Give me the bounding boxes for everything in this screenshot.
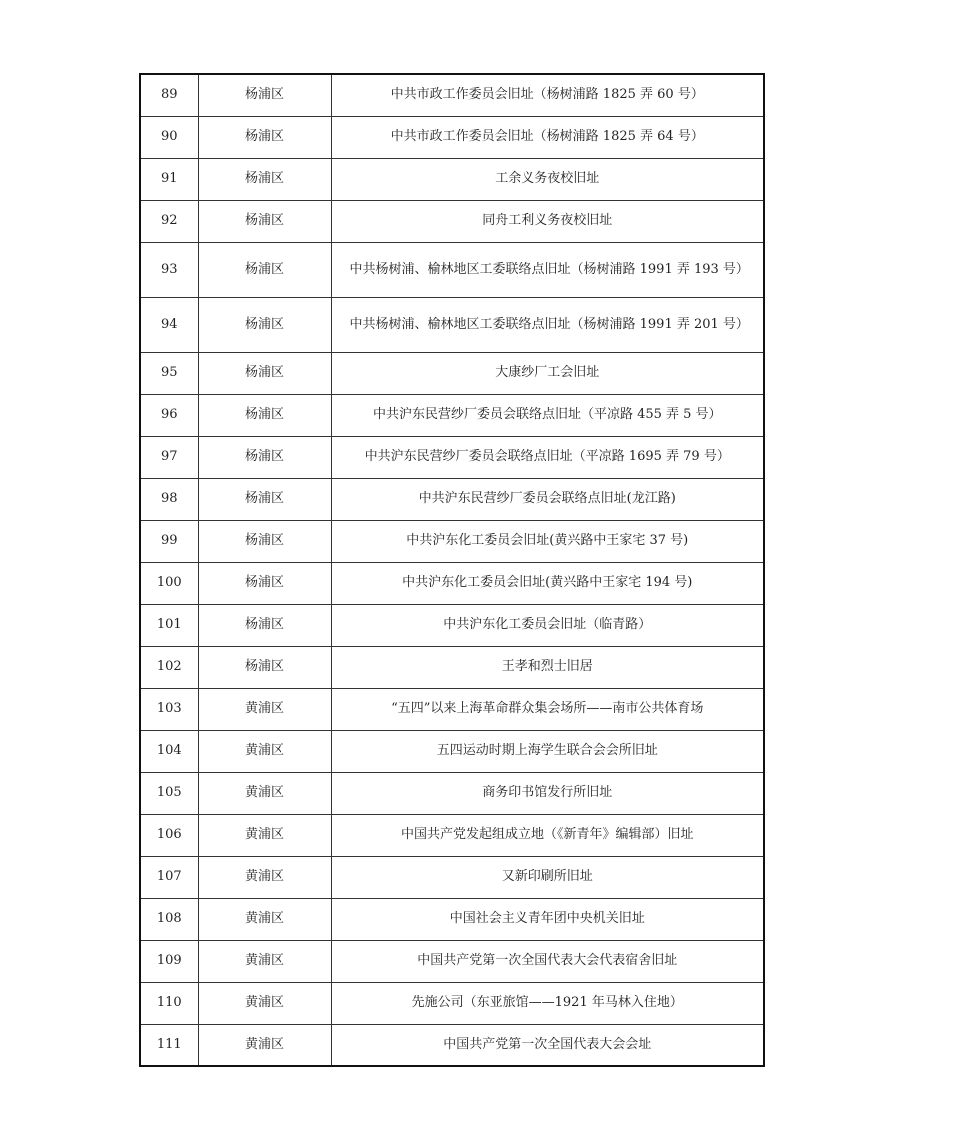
table-row <box>140 74 764 116</box>
site-name-cell: 中国社会主义青年团中央机关旧址 <box>331 898 764 940</box>
table-row <box>140 158 764 200</box>
table-row <box>140 688 764 730</box>
district-cell: 黄浦区 <box>198 730 331 772</box>
site-name-cell: 中共沪东化工委员会旧址(黄兴路中王家宅 37 号) <box>331 520 764 562</box>
site-name-cell: 同舟工利义务夜校旧址 <box>331 200 764 242</box>
site-name-cell: 中共沪东民营纱厂委员会联络点旧址(龙江路) <box>331 478 764 520</box>
row-number-cell: 108 <box>140 898 198 940</box>
row-number-cell: 93 <box>140 242 198 297</box>
row-number-cell: 111 <box>140 1024 198 1066</box>
table-row <box>140 478 764 520</box>
site-name-cell: 中共沪东民营纱厂委员会联络点旧址（平凉路 1695 弄 79 号） <box>331 436 764 478</box>
site-name-cell: 先施公司（东亚旅馆——1921 年马林入住地） <box>331 982 764 1024</box>
district-cell: 黄浦区 <box>198 814 331 856</box>
district-cell: 黄浦区 <box>198 940 331 982</box>
site-name-cell: 王孝和烈士旧居 <box>331 646 764 688</box>
table-row <box>140 814 764 856</box>
row-number-cell: 89 <box>140 74 198 116</box>
table-row <box>140 940 764 982</box>
document-page <box>139 73 763 1067</box>
district-cell: 杨浦区 <box>198 242 331 297</box>
site-name-cell: 商务印书馆发行所旧址 <box>331 772 764 814</box>
row-number-cell: 90 <box>140 116 198 158</box>
district-cell: 杨浦区 <box>198 352 331 394</box>
district-cell: 杨浦区 <box>198 646 331 688</box>
table-row <box>140 436 764 478</box>
district-cell: 杨浦区 <box>198 74 331 116</box>
site-name-cell: 中共沪东化工委员会旧址（临青路） <box>331 604 764 646</box>
table-row <box>140 1024 764 1066</box>
table-row <box>140 297 764 352</box>
district-cell: 杨浦区 <box>198 436 331 478</box>
district-cell: 杨浦区 <box>198 562 331 604</box>
site-name-cell: 工余义务夜校旧址 <box>331 158 764 200</box>
district-cell: 黄浦区 <box>198 772 331 814</box>
table-row <box>140 200 764 242</box>
site-name-cell: 大康纱厂工会旧址 <box>331 352 764 394</box>
site-name-cell: 中共市政工作委员会旧址（杨树浦路 1825 弄 60 号） <box>331 74 764 116</box>
site-name-cell: 又新印刷所旧址 <box>331 856 764 898</box>
row-number-cell: 102 <box>140 646 198 688</box>
row-number-cell: 98 <box>140 478 198 520</box>
site-name-cell: 中共沪东民营纱厂委员会联络点旧址（平凉路 455 弄 5 号） <box>331 394 764 436</box>
table-row <box>140 898 764 940</box>
row-number-cell: 103 <box>140 688 198 730</box>
district-cell: 黄浦区 <box>198 898 331 940</box>
table-row <box>140 772 764 814</box>
district-cell: 杨浦区 <box>198 478 331 520</box>
district-cell: 杨浦区 <box>198 116 331 158</box>
district-cell: 黄浦区 <box>198 688 331 730</box>
district-cell: 杨浦区 <box>198 158 331 200</box>
row-number-cell: 97 <box>140 436 198 478</box>
table-row <box>140 646 764 688</box>
site-name-cell: 中国共产党发起组成立地（《新青年》编辑部）旧址 <box>331 814 764 856</box>
table-row <box>140 730 764 772</box>
site-name-cell: 中共杨树浦、榆林地区工委联络点旧址（杨树浦路 1991 弄 201 号） <box>331 297 764 352</box>
district-cell: 黄浦区 <box>198 856 331 898</box>
table-row <box>140 856 764 898</box>
row-number-cell: 110 <box>140 982 198 1024</box>
row-number-cell: 94 <box>140 297 198 352</box>
row-number-cell: 95 <box>140 352 198 394</box>
site-name-cell: “五四”以来上海革命群众集会场所——南市公共体育场 <box>331 688 764 730</box>
district-cell: 杨浦区 <box>198 394 331 436</box>
row-number-cell: 105 <box>140 772 198 814</box>
site-name-cell: 中共沪东化工委员会旧址(黄兴路中王家宅 194 号) <box>331 562 764 604</box>
district-cell: 杨浦区 <box>198 520 331 562</box>
site-name-cell: 五四运动时期上海学生联合会会所旧址 <box>331 730 764 772</box>
table-body <box>140 74 764 1066</box>
site-name-cell: 中共杨树浦、榆林地区工委联络点旧址（杨树浦路 1991 弄 193 号） <box>331 242 764 297</box>
row-number-cell: 100 <box>140 562 198 604</box>
district-cell: 杨浦区 <box>198 604 331 646</box>
table-row <box>140 116 764 158</box>
site-name-cell: 中国共产党第一次全国代表大会会址 <box>331 1024 764 1066</box>
row-number-cell: 91 <box>140 158 198 200</box>
table-row <box>140 242 764 297</box>
district-cell: 黄浦区 <box>198 1024 331 1066</box>
row-number-cell: 109 <box>140 940 198 982</box>
table-row <box>140 982 764 1024</box>
district-cell: 杨浦区 <box>198 297 331 352</box>
row-number-cell: 99 <box>140 520 198 562</box>
table-row <box>140 604 764 646</box>
row-number-cell: 101 <box>140 604 198 646</box>
heritage-sites-table <box>139 73 765 1067</box>
district-cell: 杨浦区 <box>198 200 331 242</box>
district-cell: 黄浦区 <box>198 982 331 1024</box>
row-number-cell: 104 <box>140 730 198 772</box>
row-number-cell: 92 <box>140 200 198 242</box>
table-row <box>140 562 764 604</box>
row-number-cell: 106 <box>140 814 198 856</box>
site-name-cell: 中共市政工作委员会旧址（杨树浦路 1825 弄 64 号） <box>331 116 764 158</box>
site-name-cell: 中国共产党第一次全国代表大会代表宿舍旧址 <box>331 940 764 982</box>
table-row <box>140 394 764 436</box>
table-row <box>140 352 764 394</box>
table-row <box>140 520 764 562</box>
row-number-cell: 107 <box>140 856 198 898</box>
row-number-cell: 96 <box>140 394 198 436</box>
